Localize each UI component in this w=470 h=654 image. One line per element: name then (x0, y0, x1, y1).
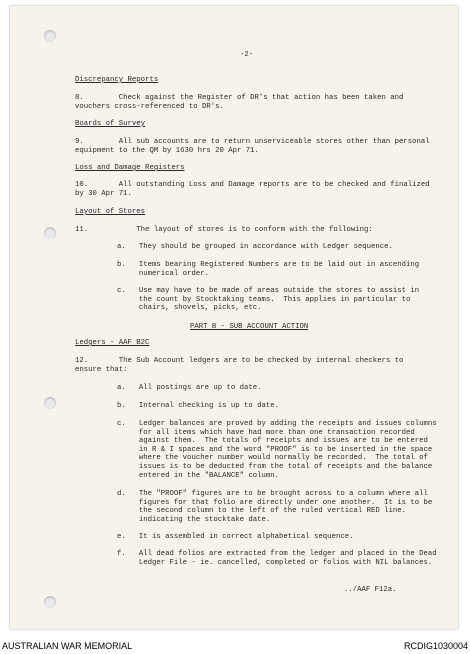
item-11a: a. They should be grouped in accordance with Ledger sequence. (117, 243, 393, 251)
paragraph-12: 12. The Sub Account ledgers are to be checked by internal checkers to ensure that: (75, 357, 404, 374)
item-12f: f. All dead folios are extracted from the ledger and placed in the Dead Ledger File - ie. cancelled, completed or folios with NIL balances. (117, 550, 437, 567)
punch-hole (44, 596, 56, 608)
item-11c: c. Use may have to be made of areas outside the stores to assist in the count by Stocktaking teams. This applies in particular to chairs, shovels, picks, etc. (117, 287, 420, 313)
item-12b: b. Internal checking is up to date. (117, 402, 280, 410)
item-12c: c. Ledger balances are proved by adding the receipts and issues columns for all items which have had more than one transaction recorded against them. The totals of receipts and issues are to be entered in R & I spaces and the word "PROOF" is to be inserted in the space where the voucher number would normally be recorded. The total of issues is to be deducted from the total of receipts and the balance entered in the "BALANCE" column. (117, 420, 437, 480)
item-12d: d. The "PROOF" figures are to be brought across to a column where all figures for that folio are directly under one another. It is to be the second column to the left of the ruled vertical RED line. indicating the stocktake date. (117, 490, 433, 524)
footer-source: AUSTRALIAN WAR MEMORIAL (2, 641, 133, 651)
heading-loss-damage: Loss and Damage Registers (75, 164, 185, 172)
part-b-heading: PART B - SUB ACCOUNT ACTION (190, 323, 309, 331)
punch-hole (44, 30, 56, 42)
heading-discrepancy-reports: Discrepancy Reports (75, 76, 159, 84)
continuation-note: ../AAF F12a. (344, 586, 397, 594)
item-12e: e. It is assembled in correct alphabetical sequence. (117, 533, 354, 541)
heading-layout-of-stores: Layout of Stores (75, 208, 146, 216)
item-12a: a. All postings are up to date. (117, 384, 262, 392)
punch-hole (44, 227, 56, 239)
punch-hole (44, 397, 56, 409)
paragraph-11: 11. The layout of stores is to conform with the following: (75, 226, 373, 234)
item-11b: b. Items bearing Registered Numbers are to be laid out in ascending numerical order. (117, 261, 420, 278)
footer-reference: RCDIG1030004 (403, 641, 468, 651)
paragraph-10: 10. All outstanding Loss and Damage reports are to be checked and finalized by 30 Apr 71. (75, 181, 430, 198)
paragraph-9: 9. All sub accounts are to return unserviceable stores other than personal equipment to the QM by 1630 hrs 20 Apr 71. (75, 138, 430, 155)
heading-boards-of-survey: Boards of Survey (75, 120, 146, 128)
paragraph-8: 8. Check against the Register of DR's that action has been taken and vouchers cross-referenced to DR's. (75, 94, 404, 111)
page-number: -2- (240, 51, 254, 59)
heading-ledgers: Ledgers - AAF B2C (75, 339, 150, 347)
footer-bar (0, 640, 470, 654)
